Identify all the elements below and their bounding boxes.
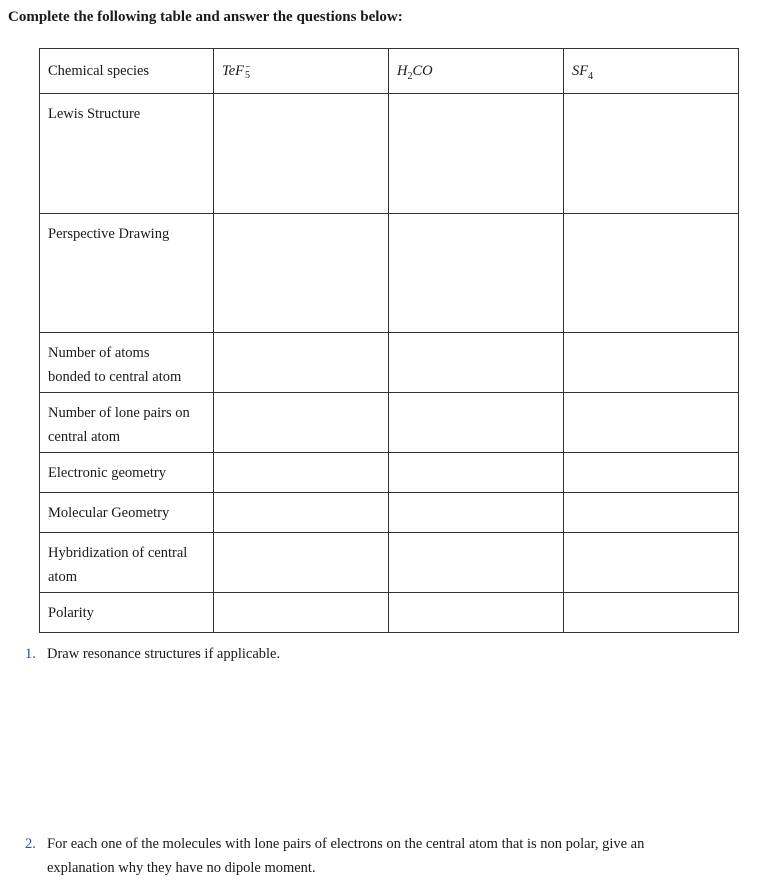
row-label-hybridization: Hybridization of central atom	[40, 533, 214, 593]
table-row	[40, 533, 739, 593]
header-chemical-species: Chemical species	[40, 49, 214, 94]
answer-cell	[214, 533, 389, 593]
answer-cell	[214, 333, 389, 393]
answer-cell	[214, 453, 389, 493]
answer-cell	[214, 214, 389, 333]
table-row	[40, 493, 739, 533]
row-label-perspective-drawing: Perspective Drawing	[40, 214, 214, 333]
species-h2co-formula: $H_2CO$	[397, 63, 433, 82]
answer-cell	[389, 493, 564, 533]
answer-cell	[214, 393, 389, 453]
question-2-number: 2.	[25, 836, 36, 852]
question-2-text: For each one of the molecules with lone pairs of electrons on the central atom that is non polar, give an	[47, 836, 645, 852]
row-label-lone-pairs: Number of lone pairs on central atom	[40, 393, 214, 453]
answer-cell	[564, 593, 739, 633]
table-header-row	[40, 49, 739, 94]
table-row	[40, 214, 739, 333]
row-label-molecular-geometry: Molecular Geometry	[40, 493, 214, 533]
answer-cell	[564, 94, 739, 214]
species-h2co	[389, 49, 564, 94]
answer-cell	[564, 333, 739, 393]
table-row	[40, 94, 739, 214]
answer-cell	[389, 214, 564, 333]
table-row	[40, 333, 739, 393]
table-row	[40, 593, 739, 633]
answer-cell	[564, 393, 739, 453]
answer-cell	[564, 533, 739, 593]
row-label-polarity: Polarity	[40, 593, 214, 633]
answer-cell	[389, 94, 564, 214]
answer-cell	[389, 333, 564, 393]
species-sf4	[564, 49, 739, 94]
answer-cell	[214, 94, 389, 214]
page-heading: Complete the following table and answer the questions below:	[8, 9, 403, 25]
species-tef5	[214, 49, 389, 94]
table-row	[40, 453, 739, 493]
question-2	[25, 832, 644, 880]
answer-cell	[564, 493, 739, 533]
answer-cell	[389, 533, 564, 593]
row-label-lewis-structure: Lewis Structure	[40, 94, 214, 214]
answer-cell	[214, 593, 389, 633]
question-1	[25, 642, 280, 666]
species-tef5-formula: TeF − 5	[222, 61, 251, 81]
answer-cell	[389, 453, 564, 493]
answer-cell	[389, 393, 564, 453]
species-sf4-formula: $SF_4$	[572, 63, 594, 82]
row-label-electronic-geometry: Electronic geometry	[40, 453, 214, 493]
answer-cell	[214, 493, 389, 533]
chemistry-table	[39, 48, 739, 633]
answer-cell	[389, 593, 564, 633]
question-2-text-continued: explanation why they have no dipole moment.	[47, 860, 316, 876]
row-label-atoms-bonded: Number of atoms bonded to central atom	[40, 333, 214, 393]
table-row	[40, 393, 739, 453]
answer-cell	[564, 214, 739, 333]
question-1-number: 1.	[25, 646, 36, 662]
answer-cell	[564, 453, 739, 493]
question-1-text: Draw resonance structures if applicable.	[47, 646, 281, 662]
